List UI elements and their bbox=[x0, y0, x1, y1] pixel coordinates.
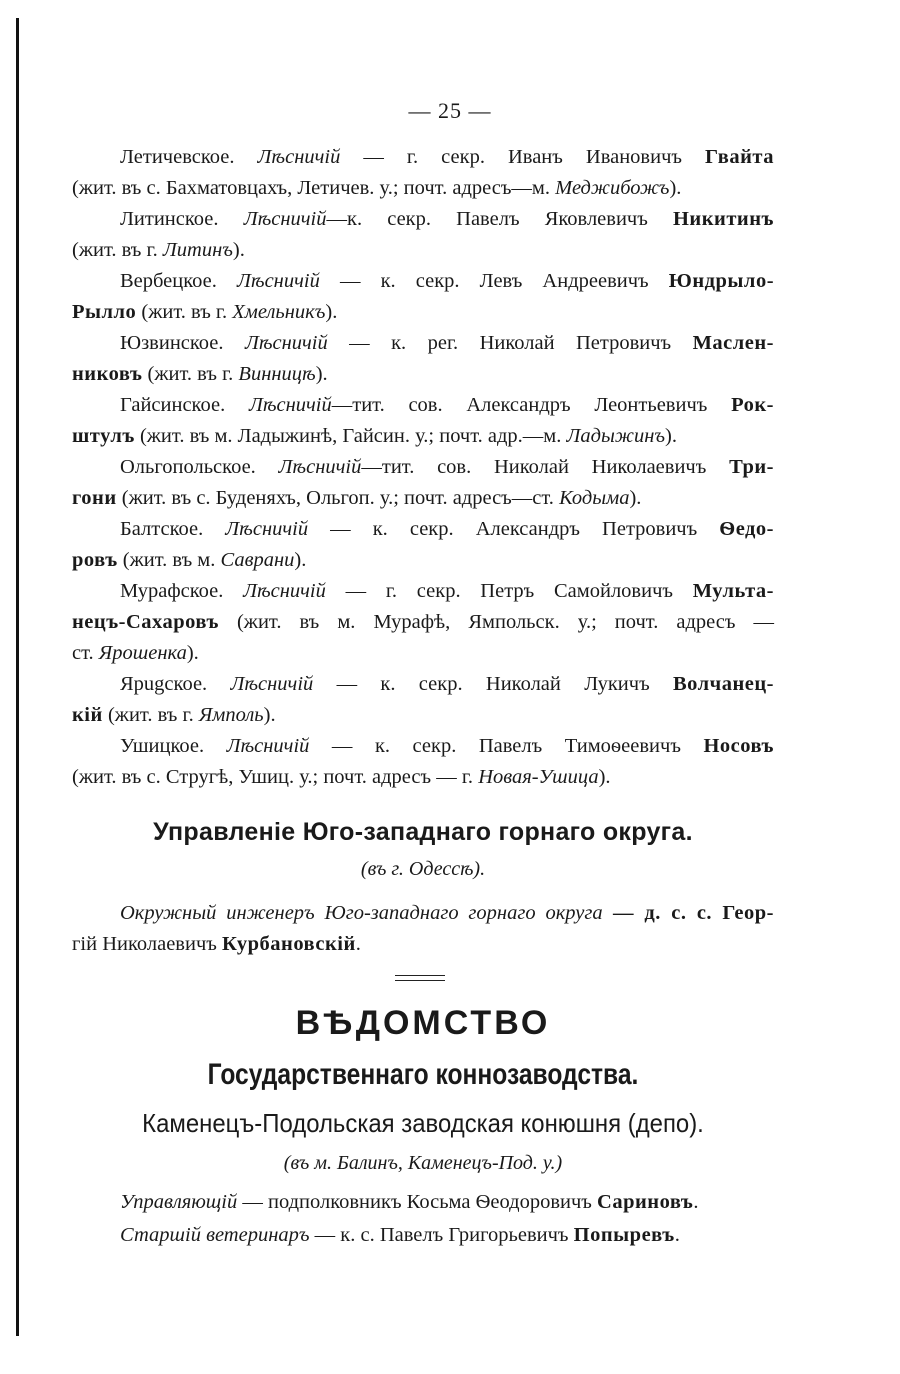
rank-and-name: — к. с. Павелъ Григорьевичъ bbox=[309, 1224, 574, 1246]
role: Лѣсничій bbox=[243, 580, 326, 602]
surname: Три- bbox=[729, 456, 774, 478]
role: Лѣсничій bbox=[226, 735, 310, 757]
mining-district-location: (въ г. Одессѣ). bbox=[360, 858, 486, 880]
role: Лѣсничій bbox=[237, 270, 320, 292]
surname-cont: штулъ bbox=[72, 425, 135, 447]
residence: (жит. въ г. bbox=[72, 239, 163, 261]
district-name: Ольгопольское. bbox=[120, 456, 256, 478]
staff-entry bbox=[120, 1187, 780, 1217]
role: Лѣсничій bbox=[278, 456, 362, 478]
rank-and-name: — к. секр. Левъ Андреевичъ bbox=[319, 270, 669, 292]
residence: (жит. въ г. bbox=[102, 704, 199, 726]
rank-and-name: —тит. сов. Александръ Леонтьевичъ bbox=[331, 394, 732, 416]
residence: (жит. въ с. Стругѣ, Ушиц. у.; почт. адресъ — г. bbox=[72, 766, 479, 788]
surname-cont: никовъ bbox=[72, 363, 143, 385]
punctuation: ). bbox=[665, 425, 677, 447]
residence: (жит. въ м. Мурафѣ, Ямпольск. у.; почт. адресъ — bbox=[218, 611, 774, 633]
rank: — д. с. с. Геор- bbox=[602, 902, 774, 924]
forestry-entry bbox=[72, 669, 774, 731]
punctuation: ). bbox=[186, 642, 199, 664]
post-address: Ямполь bbox=[198, 704, 264, 726]
role: Управляющій bbox=[120, 1191, 238, 1213]
post-address: Меджибожъ bbox=[555, 177, 670, 199]
district-name: Ушицкое. bbox=[120, 735, 205, 757]
post-address: Новая-Ушица bbox=[478, 766, 599, 788]
rank-and-name: —тит. сов. Николай Николаевичъ bbox=[361, 456, 730, 478]
punctuation: ). bbox=[315, 363, 328, 385]
surname: Попыревъ bbox=[573, 1224, 675, 1246]
rank-and-name: — к. секр. Николай Лукичъ bbox=[313, 673, 673, 695]
surname: Мульта- bbox=[692, 580, 774, 602]
punctuation: . bbox=[693, 1191, 699, 1213]
district-name: Литинское. bbox=[120, 208, 219, 230]
surname: Носовъ bbox=[703, 735, 774, 757]
punctuation: ). bbox=[669, 177, 682, 199]
rank-and-name: — к. секр. Александръ Петровичъ bbox=[308, 518, 720, 540]
rank-and-name: — к. секр. Павелъ Тимоѳеевичъ bbox=[309, 735, 704, 757]
role: Лѣсничій bbox=[248, 394, 332, 416]
section-divider bbox=[395, 975, 445, 981]
district-name: Вербецкое. bbox=[120, 270, 217, 292]
district-name: Летичевское. bbox=[120, 146, 235, 168]
forestry-entry bbox=[72, 390, 774, 452]
post-address: Саврани bbox=[220, 549, 295, 571]
district-name: Юзвинское. bbox=[120, 332, 224, 354]
depot-heading: Каменецъ-Подольская заводская конюшня (депо). bbox=[142, 1108, 704, 1138]
district-name: Мурафское. bbox=[120, 580, 224, 602]
punctuation: ). bbox=[629, 487, 642, 509]
district-name: Ярugское. bbox=[120, 673, 208, 695]
surname: Маслен- bbox=[692, 332, 774, 354]
role: Старшій ветеринаръ bbox=[120, 1224, 310, 1246]
residence: (жит. въ с. Бахматовцахъ, Летичев. у.; почт. адресъ—м. bbox=[72, 177, 556, 199]
department-subheading: Государственнаго коннозаводства. bbox=[207, 1058, 639, 1091]
residence: (жит. въ м. bbox=[117, 549, 221, 571]
forestry-entry bbox=[72, 452, 774, 514]
rank-and-name: —к. секр. Павелъ Яковлевичъ bbox=[326, 208, 673, 230]
punctuation: ). bbox=[325, 301, 338, 323]
surname-cont: гони bbox=[72, 487, 117, 509]
role: Лѣсничій bbox=[257, 146, 341, 168]
district-engineer-entry bbox=[72, 898, 774, 960]
rank-and-name: — подполковникъ Косьма Ѳеодоровичъ bbox=[237, 1191, 598, 1213]
role: Лѣсничій bbox=[230, 673, 314, 695]
role: Лѣсничій bbox=[225, 518, 309, 540]
surname: Никитинъ bbox=[672, 208, 775, 230]
punctuation: . bbox=[674, 1224, 680, 1246]
rank-and-name: — к. рег. Николай Петровичъ bbox=[327, 332, 693, 354]
surname: Гвайта bbox=[705, 146, 774, 168]
surname: Волчанец- bbox=[672, 673, 774, 695]
staff-entry bbox=[120, 1220, 780, 1250]
surname: Юндрыло- bbox=[668, 270, 775, 292]
depot-location: (въ м. Балинъ, Каменецъ-Под. у.) bbox=[283, 1152, 563, 1174]
punctuation: ). bbox=[598, 766, 611, 788]
residence: (жит. въ г. bbox=[136, 301, 233, 323]
role: Лѣсничій bbox=[244, 332, 328, 354]
post-address: Ярошенка bbox=[98, 642, 187, 664]
station-prefix: ст. bbox=[72, 642, 99, 664]
post-address: Кодыма bbox=[559, 487, 630, 509]
rank-and-name: — г. секр. Иванъ Ивановичъ bbox=[340, 146, 706, 168]
post-address: Ладыжинъ bbox=[566, 425, 666, 447]
forestry-entry bbox=[72, 731, 774, 793]
forestry-entry bbox=[72, 328, 774, 390]
role: Лѣсничій bbox=[243, 208, 327, 230]
district-name: Балтское. bbox=[120, 518, 204, 540]
given-name: гій Николаевичъ bbox=[72, 933, 222, 955]
page-left-edge-rule bbox=[16, 18, 19, 1336]
surname-cont: ровъ bbox=[72, 549, 118, 571]
residence: (жит. въ м. Ладыжинѣ, Гайсин. у.; почт. адр.—м. bbox=[134, 425, 567, 447]
surname-cont: нецъ-Сахаровъ bbox=[72, 611, 219, 633]
punctuation: . bbox=[355, 933, 361, 955]
surname: Сариновъ bbox=[597, 1191, 694, 1213]
forestry-entry bbox=[72, 266, 774, 328]
surname-cont: кій bbox=[72, 704, 103, 726]
post-address: Литинъ bbox=[162, 239, 233, 261]
punctuation: ). bbox=[294, 549, 307, 571]
surname: Курбановскій bbox=[222, 933, 356, 955]
residence: (жит. въ г. bbox=[142, 363, 239, 385]
page-number: — 25 — bbox=[408, 98, 492, 123]
forestry-entry bbox=[72, 142, 774, 204]
surname-cont: Рылло bbox=[72, 301, 137, 323]
department-heading: ВѢДОМСТВО bbox=[295, 1004, 551, 1042]
forestry-entry bbox=[72, 576, 774, 669]
post-address: Винницѣ bbox=[238, 363, 316, 385]
punctuation: ). bbox=[263, 704, 276, 726]
surname: Ѳедо- bbox=[719, 518, 775, 540]
mining-district-heading: Управленіе Юго-западнаго горнаго округа. bbox=[153, 818, 693, 846]
punctuation: ). bbox=[232, 239, 245, 261]
forestry-entry bbox=[72, 204, 774, 266]
surname: Рок- bbox=[731, 394, 775, 416]
forestry-entry bbox=[72, 514, 774, 576]
forestry-list bbox=[72, 142, 774, 793]
district-name: Гайсинское. bbox=[120, 394, 226, 416]
post-address: Хмельникъ bbox=[232, 301, 326, 323]
residence: (жит. въ с. Буденяхъ, Ольгоп. у.; почт. адресъ—ст. bbox=[116, 487, 560, 509]
role: Окружный инженеръ Юго-западнаго горнаго округа bbox=[120, 902, 603, 924]
rank-and-name: — г. секр. Петръ Самойловичъ bbox=[325, 580, 693, 602]
